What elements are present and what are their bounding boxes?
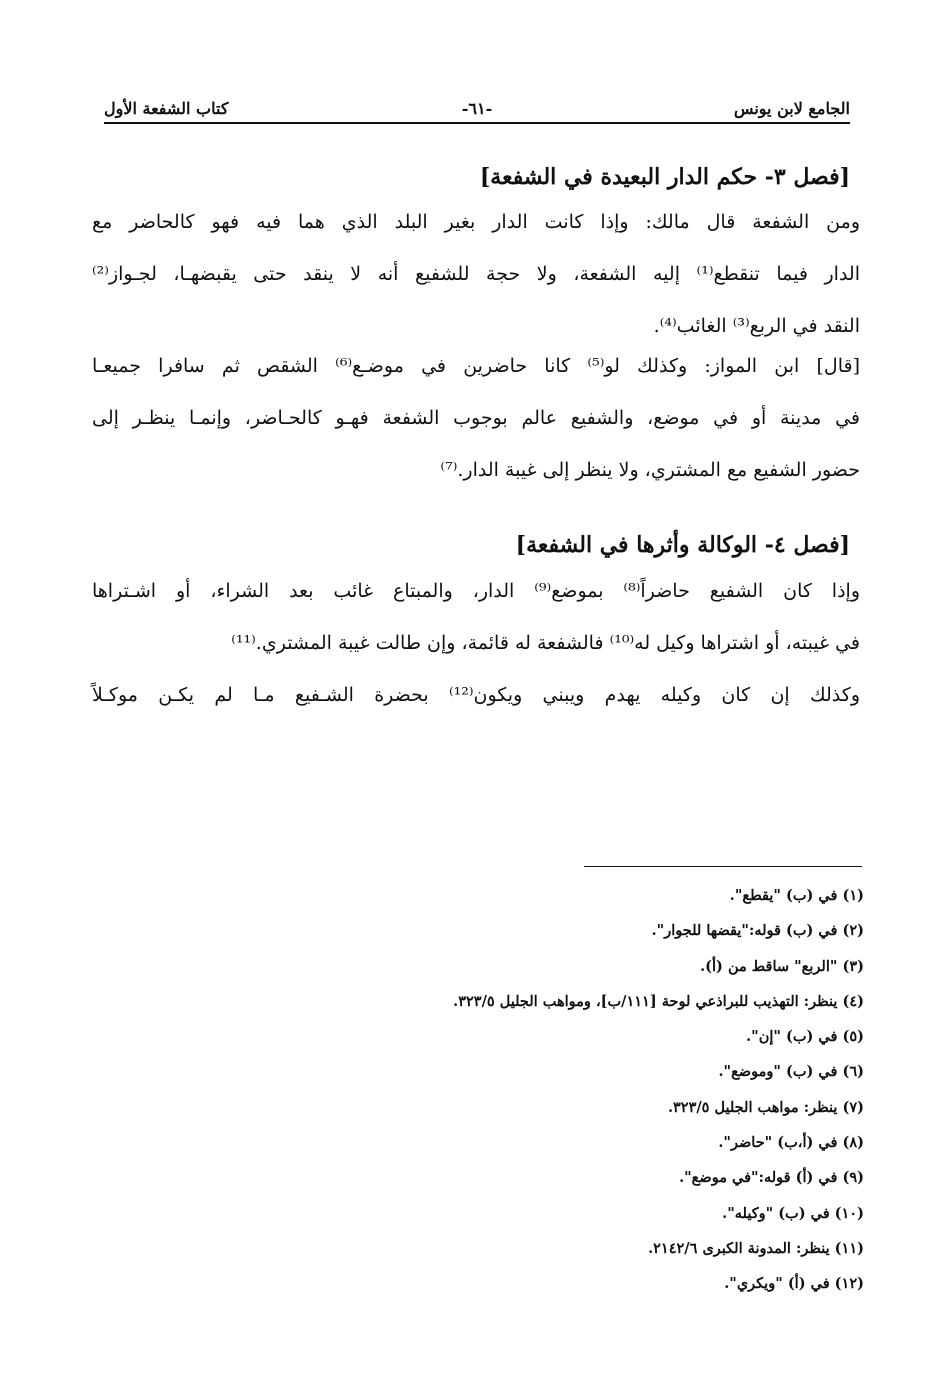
footnote: (٣) "الربع" ساقط من (أ). <box>700 957 864 975</box>
text-line: الدار فيما تنقطع⁽¹⁾ إليه الشفعة، ولا حجة للشفيع أنه لا ينقد حتى يقبضهـا، لجـواز⁽²⁾ <box>92 263 860 285</box>
footnote: (٥) في (ب) "إن". <box>746 1028 864 1046</box>
running-header <box>104 92 850 124</box>
footnote: (١٢) في (أ) "ويكري". <box>724 1275 864 1293</box>
section-3-paragraph-1 <box>92 196 860 352</box>
footnote-separator <box>584 866 862 867</box>
text-line: وكذلك إن كان وكيله يهدم ويبني ويكون⁽¹²⁾ بحضرة الشـفيع مـا لم يكـن موكـلاً <box>92 684 860 706</box>
section-3-paragraph-2 <box>92 340 860 496</box>
page-number: -٦١- <box>461 99 493 118</box>
section-3-title: [فصل ٣- حكم الدار البعيدة في الشفعة] <box>479 164 850 190</box>
footnotes-list <box>104 878 864 1302</box>
header-book-title: الجامع لابن يونس <box>733 99 850 118</box>
footnote: (٩) في (أ) قوله:"في موضع". <box>679 1169 864 1187</box>
text-line: حضور الشفيع مع المشتري، ولا ينظر إلى غيبة الدار.⁽⁷⁾ <box>440 459 860 481</box>
section-4-title: [فصل ٤- الوكالة وأثرها في الشفعة] <box>515 532 850 558</box>
text-line: ومن الشفعة قال مالك: وإذا كانت الدار بغير البلد الذي هما فيه فهو كالحاضر مع <box>92 211 860 233</box>
header-chapter-title: كتاب الشفعة الأول <box>104 99 229 118</box>
text-line: في مدينة أو في موضع، والشفيع عالم بوجوب الشفعة فهـو كالحـاضر، وإنمـا ينظـر إلى <box>92 407 860 429</box>
footnote: (١٠) في (ب) "وكيله". <box>722 1204 864 1222</box>
footnote: (٧) ينظر: مواهب الجليل ٣٢٣/٥. <box>667 1098 864 1116</box>
text-line: وإذا كان الشفيع حاضراً⁽⁸⁾ بموضع⁽⁹⁾ الدار، والمبتاع غائب بعد الشراء، أو اشـتراها <box>92 580 860 602</box>
text-line: في غيبته، أو اشتراها وكيل له⁽¹⁰⁾ فالشفعة له قائمة، وإن طالت غيبة المشتري.⁽¹¹⁾ <box>231 632 860 654</box>
footnote: (١١) ينظر: المدونة الكبرى ٢١٤٢/٦. <box>648 1239 864 1257</box>
text-line: [قال] ابن المواز: وكذلك لو⁽⁵⁾ كانا حاضرين في موضـع⁽⁶⁾ الشقص ثم سافرا جميعـا <box>92 355 860 377</box>
footnote: (٨) في (أ،ب) "حاضر". <box>718 1134 864 1152</box>
footnote: (٢) في (ب) قوله:"يقضها للجوار". <box>651 922 864 940</box>
text-line: النقد في الربع⁽³⁾ الغائب⁽⁴⁾. <box>653 315 860 337</box>
footnote: (٦) في (ب) "وموضع". <box>718 1063 864 1081</box>
footnote: (١) في (ب) "يقطع". <box>729 887 864 904</box>
section-4-paragraph <box>92 565 860 721</box>
footnote: (٤) ينظر: التهذيب للبراذعي لوحة [١١١/ب]، ومواهب الجليل ٣٢٣/٥. <box>453 992 864 1010</box>
